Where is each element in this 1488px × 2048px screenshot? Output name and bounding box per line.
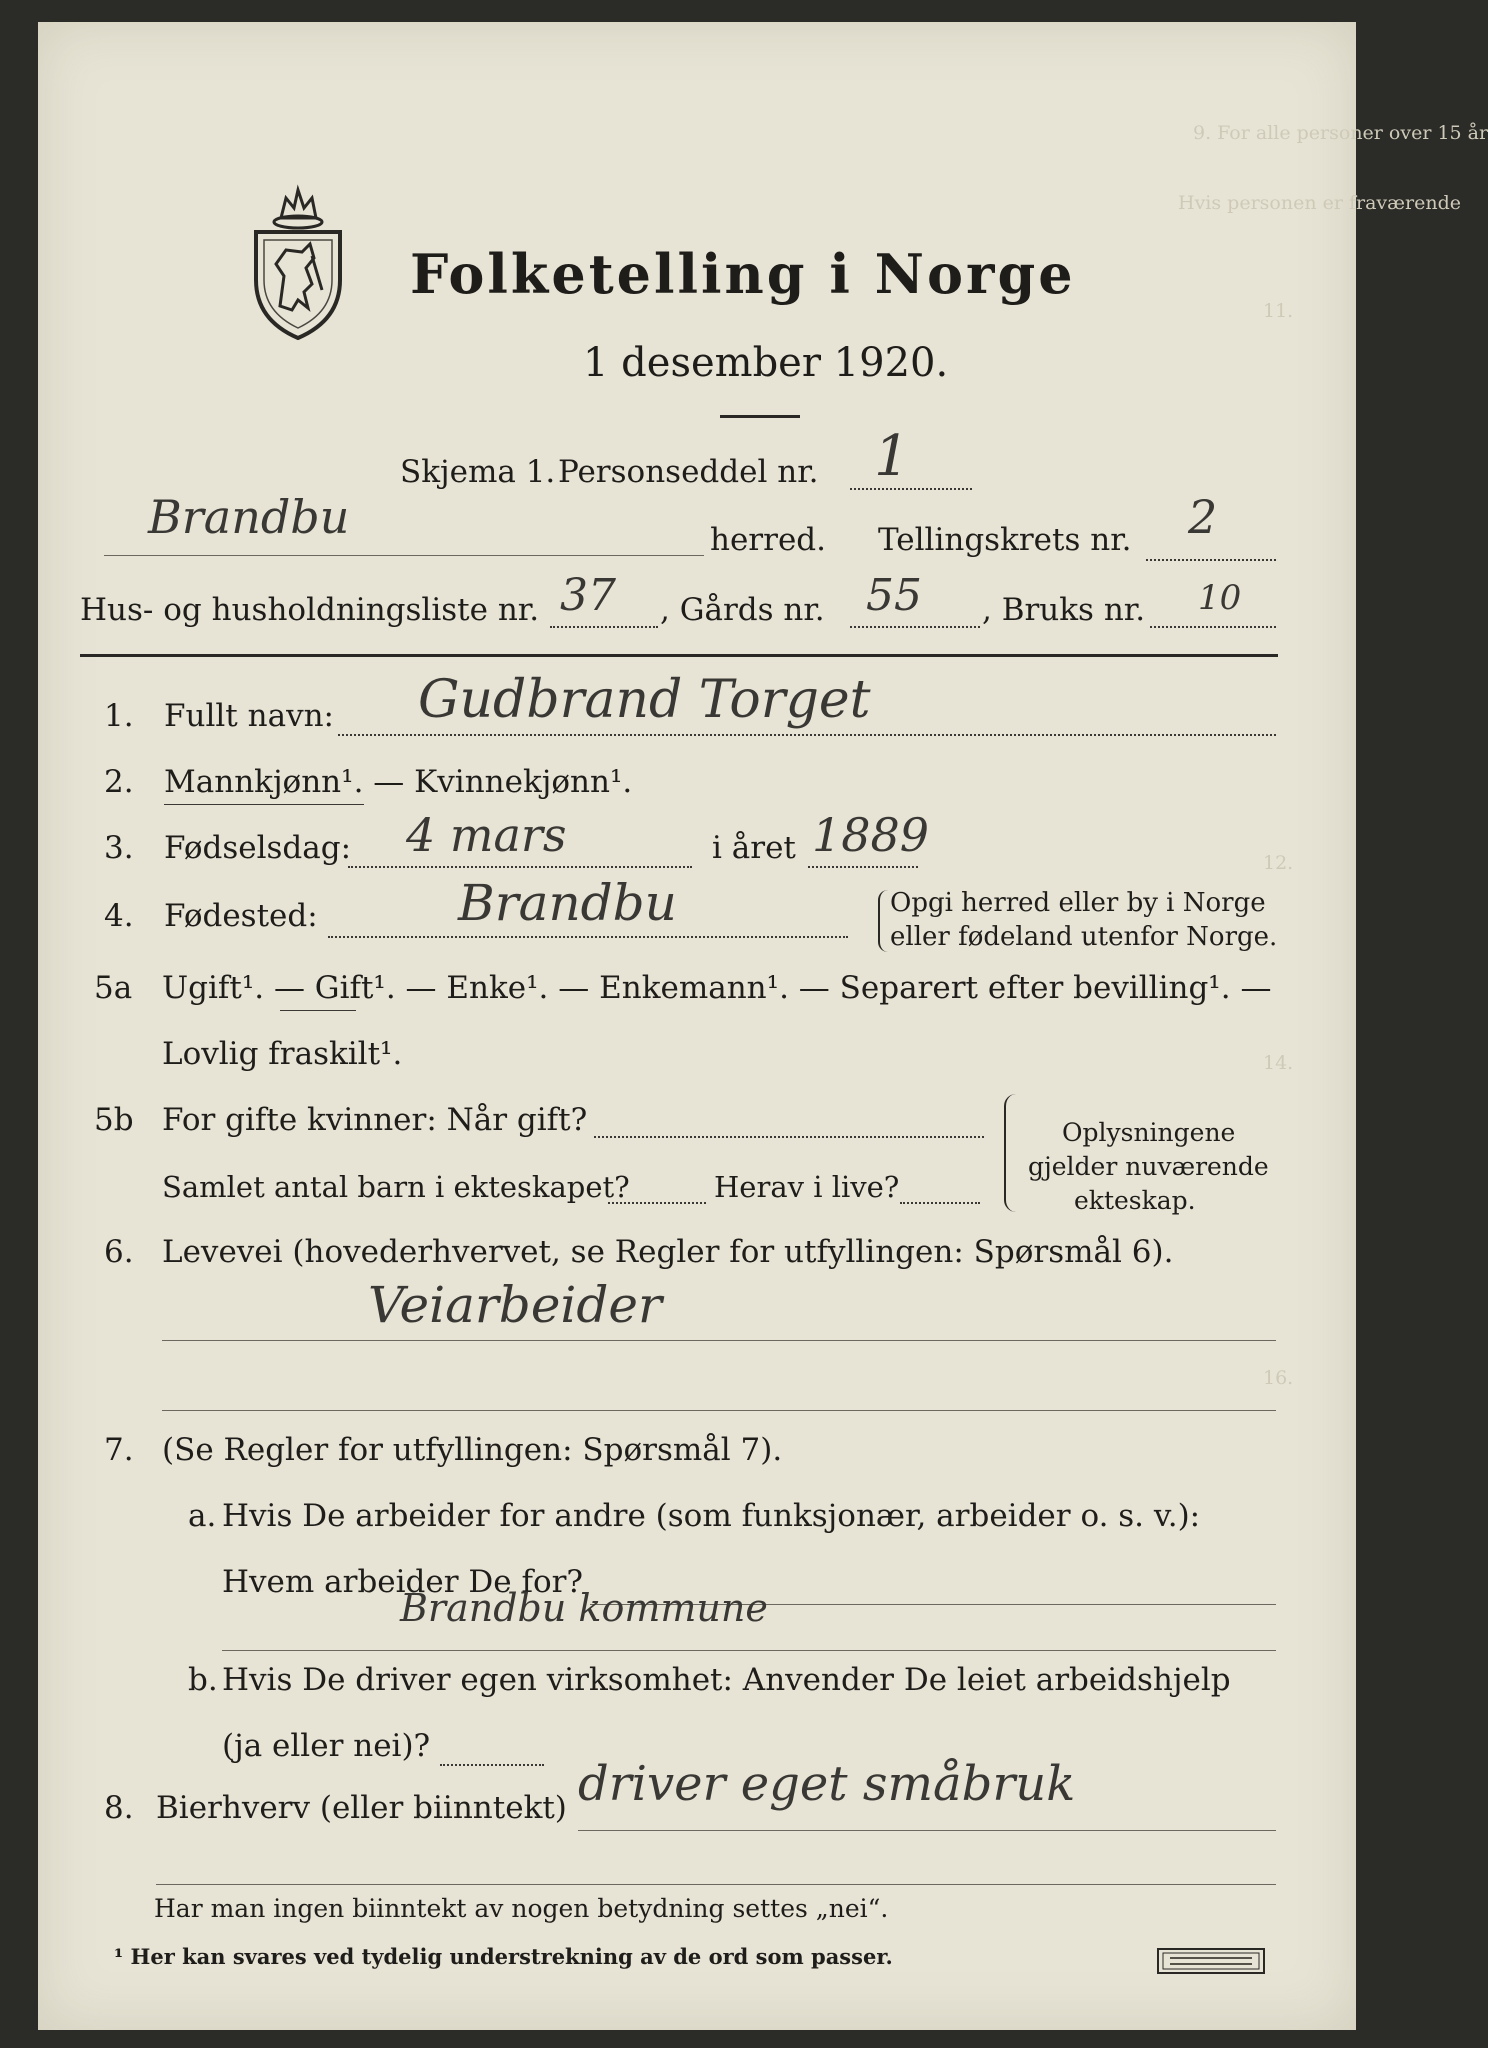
q5b-note-line1: Oplysningene: [1062, 1118, 1236, 1147]
birthyear-line: [808, 866, 918, 868]
q4-note-line2: eller fødeland utenfor Norge.: [890, 922, 1278, 952]
q5b-children-label: Samlet antal barn i ekteskapet?: [162, 1170, 630, 1204]
q5b-note-line3: ekteskap.: [1074, 1186, 1196, 1215]
q4-note-brace: [878, 890, 888, 952]
q7a-employer-label: Hvem arbeider De for?: [222, 1564, 584, 1600]
printer-stamp-icon: [1156, 1946, 1266, 1976]
q4-note-line1: Opgi herred eller by i Norge: [890, 888, 1266, 918]
q1-label: Fullt navn:: [164, 698, 334, 734]
q3-year-label: i året: [712, 830, 796, 866]
alive-line: [900, 1202, 980, 1204]
q5b-label: For gifte kvinner: Når gift?: [162, 1102, 588, 1138]
bruks-label: , Bruks nr.: [982, 592, 1146, 628]
personseddel-line: [850, 488, 972, 490]
footnote: ¹ Her kan svares ved tydelig understrekning av de ord som passer.: [114, 1944, 893, 1969]
q5b-number: 5b: [94, 1102, 134, 1138]
mannkjonn-underline: [164, 804, 364, 805]
birthplace-value[interactable]: Brandbu: [458, 874, 677, 932]
marital-status-options[interactable]: Ugift¹. — Gift¹. — Enke¹. — Enkemann¹. — Separert efter bevilling¹. —: [162, 970, 1272, 1006]
birthday-value[interactable]: 4 mars: [406, 808, 567, 862]
side-income-line-2: [156, 1884, 1276, 1885]
occupation-line-2: [162, 1410, 1276, 1411]
q5b-note-line2: gjelder nuværende: [1028, 1152, 1269, 1181]
schema-label: Skjema 1.: [400, 454, 556, 490]
birthday-line: [348, 866, 692, 868]
q7b-number: b.: [188, 1662, 218, 1698]
marital-status-options-cont[interactable]: Lovlig fraskilt¹.: [162, 1036, 403, 1072]
children-line: [608, 1202, 706, 1204]
section-divider: [80, 654, 1278, 657]
q3-number: 3.: [104, 830, 134, 866]
q7a-label: Hvis De arbeider for andre (som funksjonær, arbeider o. s. v.):: [222, 1498, 1201, 1534]
occupation-value[interactable]: Veiarbeider: [368, 1276, 662, 1334]
q4-label: Fødested:: [164, 898, 318, 934]
married-when-line: [594, 1136, 984, 1138]
tellingskrets-label: Tellingskrets nr.: [878, 522, 1132, 558]
employer-value[interactable]: Brandbu kommune: [400, 1586, 768, 1630]
personseddel-label: Personseddel nr.: [558, 454, 819, 490]
q7-label: (Se Regler for utfyllingen: Spørsmål 7).: [162, 1432, 783, 1468]
hus-value[interactable]: 37: [560, 570, 616, 621]
title-divider: [720, 415, 800, 418]
norwegian-coat-of-arms-icon: [246, 180, 346, 340]
side-income-line: [578, 1830, 1276, 1831]
q6-label: Levevei (hovederhvervet, se Regler for utfyllingen: Spørsmål 6).: [162, 1234, 1174, 1270]
q2-number: 2.: [104, 764, 134, 800]
q4-number: 4.: [104, 898, 134, 934]
herred-label: herred.: [710, 522, 826, 558]
gift-underline: [280, 1010, 356, 1011]
form-title: Folketelling i Norge: [410, 242, 1076, 306]
bruks-value[interactable]: 10: [1198, 578, 1242, 618]
hired-help-line: [440, 1764, 544, 1766]
q5a-number: 5a: [94, 970, 133, 1006]
birthyear-value[interactable]: 1889: [812, 808, 930, 862]
personseddel-value[interactable]: 1: [874, 424, 910, 489]
q7-number: 7.: [104, 1432, 134, 1468]
q1-line: [338, 734, 1276, 736]
census-date: 1 desember 1920.: [583, 340, 949, 386]
q7b-label: Hvis De driver egen virksomhet: Anvender De leiet arbeidshjelp: [222, 1662, 1231, 1698]
tellingskrets-line: [1146, 559, 1276, 561]
q3-label: Fødselsdag:: [164, 830, 352, 866]
bruks-line: [1150, 626, 1276, 628]
gards-line: [850, 626, 980, 628]
employer-line-2: [222, 1650, 1276, 1651]
no-income-note: Har man ingen biinntekt av nogen betydning settes „nei“.: [154, 1894, 889, 1923]
q5b-note-brace: [1004, 1094, 1016, 1212]
side-income-value[interactable]: driver eget småbruk: [578, 1756, 1076, 1812]
gards-value[interactable]: 55: [866, 570, 922, 621]
birthplace-line: [328, 936, 848, 938]
herred-line: [104, 555, 704, 556]
occupation-line-1: [162, 1340, 1276, 1341]
census-form-page: 9. For alle personer over 15 år Hvis personen er fraværende 11. 12. 14. 16. Folketelling i Norge 1 desember 1920. Skjema 1. Personseddel nr. 1 Brandbu herred. Tellingskrets nr. 2 Hus- og husholdningsliste nr. 37 , Gårds nr. 55 , Bruks nr. 10 1. Fullt navn: Gudbrand Torget 2. Mannkjønn¹. — Kvinnekjønn¹. 3. Fødselsdag: 4 mars i året 1889 4. Fødested: Brandbu Opgi herred eller by i Norge eller fødeland utenfor Norge. 5a Ugift¹. — Gift¹. — Enke¹. — Enkemann¹. — Separert efter bevilling¹. — Lovlig fraskilt¹. 5b For gifte kvinner: Når gift? Samlet antal barn i ekteskapet? Herav i live? Oplysningene gjelder nuværende ekteskap. 6. Levevei (hovederhvervet, se Regler for utfyllingen: Spørsmål 6). Veiarbeider 7. (Se Regler for utfyllingen: Spørsmål 7). a. Hvis De arbeider for andre (som funksjonær, arbeider o. s. v.): Hvem arbeider De for? Brandbu kommune b. Hvis De driver egen virksomhet: Anvender De leiet arbeidshjelp (ja eller nei)? 8. Bierhverv (eller biinntekt) driver eget småbruk Har man ingen biinntekt av nogen betydning settes „nei“. ¹ Her kan svares ved tydelig understrekning av de ord som passer.: [38, 22, 1356, 2030]
gards-label: , Gårds nr.: [660, 592, 825, 628]
q6-number: 6.: [104, 1234, 134, 1270]
hus-label: Hus- og husholdningsliste nr.: [80, 592, 540, 628]
q7a-number: a.: [188, 1498, 217, 1534]
q5b-alive-label: Herav i live?: [714, 1170, 900, 1204]
herred-value[interactable]: Brandbu: [148, 490, 350, 544]
q8-number: 8.: [104, 1790, 134, 1826]
full-name-value[interactable]: Gudbrand Torget: [418, 670, 871, 730]
hus-line: [550, 626, 658, 628]
q1-number: 1.: [104, 698, 134, 734]
tellingskrets-value[interactable]: 2: [1188, 490, 1218, 544]
q8-label: Bierhverv (eller biinntekt): [156, 1790, 567, 1826]
q7b-yesno-label: (ja eller nei)?: [222, 1728, 431, 1764]
gender-options[interactable]: Mannkjønn¹. — Kvinnekjønn¹.: [164, 764, 633, 800]
